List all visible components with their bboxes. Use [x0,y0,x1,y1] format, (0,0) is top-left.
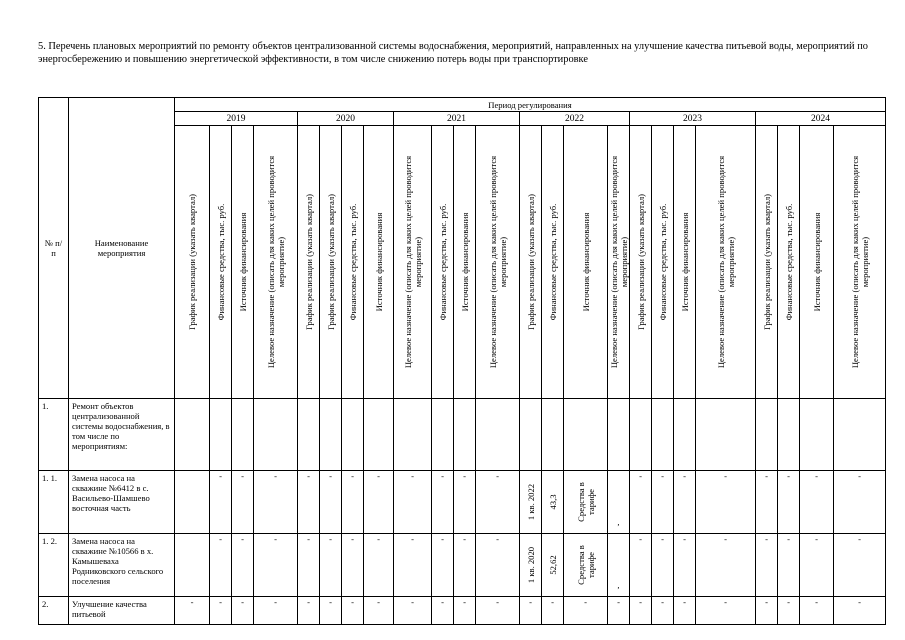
sub-header-label: График реализации (указать квартал) [187,193,197,331]
sub-header-label: Целевое назначение (описать для каких целей проводится мероприятие) [402,155,423,369]
sub-header-label: Источник финансирования [237,212,248,312]
sub-header-2020-1 [298,126,320,399]
row-name: Ремонт объектов централизованной системы водоснабжения, в том числе по мероприятиям: [69,399,175,471]
sub-header-2021-2 [432,126,454,399]
dash-cell: - [674,597,696,625]
dash-cell: - [364,471,394,534]
cell-value: 1 кв. 2020 [525,546,536,584]
empty-cell [608,399,630,471]
sub-header-2020-4 [364,126,394,399]
sub-header-2020-2 [320,126,342,399]
sub-header-2022-4 [608,126,630,399]
dash-cell: - [542,597,564,625]
year-header-2020: 2020 [298,112,394,126]
dash-cell: - [232,534,254,597]
cell-2022-schedule [520,534,542,597]
sub-header-label: Финансовые средства, тыс. руб. [347,203,358,321]
dash-cell: - [630,597,652,625]
dash-cell: - [564,597,608,625]
dash-cell: - [674,534,696,597]
document-heading: 5. Перечень плановых мероприятий по ремонту объектов централизованной системы водоснабжения, мероприятий, направленных на улучшение качества питьевой воды, мероприятий по энергосбережению и повышению энергетической эффективности, в том числе снижению потерь воды при транспортировке [38,41,868,66]
dash-cell: - [320,534,342,597]
empty-cell [175,399,210,471]
dash-cell: - [834,534,886,597]
dash-cell: - [320,471,342,534]
table-row [39,399,886,471]
cell-2022-purpose [608,471,630,534]
row-number: 1. 2. [39,534,69,597]
cell-value: , [617,580,620,590]
dash-cell: - [608,597,630,625]
table-row [39,534,886,597]
dash-cell: - [232,597,254,625]
dash-cell: - [394,597,432,625]
dash-cell: - [800,597,834,625]
dash-cell: - [454,471,476,534]
dash-cell: - [175,597,210,625]
measures-table [38,97,886,625]
year-header-2024: 2024 [756,112,886,126]
row-number: 2. [39,597,69,625]
dash-cell: - [254,534,298,597]
sub-header-label: Финансовые средства, тыс. руб. [437,203,448,321]
dash-cell: - [652,471,674,534]
dash-cell: - [232,471,254,534]
sub-header-2023-3 [674,126,696,399]
empty-cell [696,399,756,471]
dash-cell: - [756,534,778,597]
sub-header-label: Финансовые средства, тыс. руб. [657,203,668,321]
dash-cell: - [432,534,454,597]
cell-2022-funds [542,534,564,597]
dash-cell: - [454,597,476,625]
empty-cell [542,399,564,471]
dash-cell: - [210,534,232,597]
sub-header-2022-2 [542,126,564,399]
sub-header-label: Финансовые средства, тыс. руб. [215,203,226,321]
dash-cell: - [298,534,320,597]
empty-cell [564,399,608,471]
empty-cell [175,534,210,597]
dash-cell: - [652,534,674,597]
sub-header-label: График реализации (указать квартал) [525,193,536,331]
sub-header-label: Источник финансирования [811,212,822,312]
dash-cell: - [210,597,232,625]
dash-cell: - [800,471,834,534]
sub-header-label: Целевое назначение (описать для каких целей проводится мероприятие) [849,155,870,369]
dash-cell: - [630,534,652,597]
sub-header-label: Целевое назначение (описать для каких целей проводится мероприятие) [265,155,286,369]
dash-cell: - [342,534,364,597]
dash-cell: - [254,471,298,534]
cell-2022-source [564,534,608,597]
empty-cell [652,399,674,471]
dash-cell: - [342,597,364,625]
dash-cell: - [756,471,778,534]
empty-cell [320,399,342,471]
sub-header-2021-3 [454,126,476,399]
sub-header-label: График реализации (указать квартал) [325,193,336,331]
sub-header-2021-1 [394,126,432,399]
dash-cell: - [394,471,432,534]
sub-header-2024-3 [800,126,834,399]
empty-cell [298,399,320,471]
empty-cell [756,399,778,471]
row-number: 1. 1. [39,471,69,534]
year-header-2023: 2023 [630,112,756,126]
dash-cell: - [476,534,520,597]
dash-cell: - [778,597,800,625]
dash-cell: - [454,534,476,597]
sub-header-2019-2 [210,126,232,399]
sub-header-label: Целевое назначение (описать для каких целей проводится мероприятие) [487,155,508,369]
dash-cell: - [298,471,320,534]
dash-cell: - [476,597,520,625]
cell-value: 1 кв. 2022 [525,483,536,521]
year-header-2022: 2022 [520,112,630,126]
empty-cell [454,399,476,471]
dash-cell: - [298,597,320,625]
sub-header-2023-4 [696,126,756,399]
dash-cell: - [320,597,342,625]
dash-cell: - [432,597,454,625]
sub-header-label: Источник финансирования [373,212,384,312]
dash-cell: - [364,597,394,625]
table-row [39,471,886,534]
sub-header-label: Финансовые средства, тыс. руб. [547,203,558,321]
row-number: 1. [39,399,69,471]
cell-value: 52,62 [547,555,558,575]
empty-cell [232,399,254,471]
cell-value: , [617,517,620,527]
dash-cell: - [834,597,886,625]
period-header: Период регулирования [175,98,886,112]
empty-cell [476,399,520,471]
dash-cell: - [432,471,454,534]
cell-2022-purpose [608,534,630,597]
sub-header-2022-1 [520,126,542,399]
row-name: Улучшение качества питьевой [69,597,175,625]
sub-header-label: Источник финансирования [580,212,591,312]
dash-cell: - [364,534,394,597]
cell-value: Средства в тарифе [575,545,596,585]
dash-cell: - [476,471,520,534]
dash-cell: - [652,597,674,625]
empty-cell [210,399,232,471]
cell-2022-funds [542,471,564,534]
dash-cell: - [696,534,756,597]
sub-header-2019-4 [254,126,298,399]
row-name: Замена насоса на скважине №6412 в с. Васильево-Шамшево восточная часть [69,471,175,534]
empty-cell [520,399,542,471]
empty-cell [674,399,696,471]
cell-value: 43,3 [547,494,558,510]
dash-cell: - [342,471,364,534]
empty-cell [778,399,800,471]
empty-cell [630,399,652,471]
col-num-header: № п/ п [39,98,69,399]
sub-header-label: Источник финансирования [459,212,470,312]
cell-2022-schedule [520,471,542,534]
sub-header-2024-1 [756,126,778,399]
sub-header-2021-4 [476,126,520,399]
dash-cell: - [696,471,756,534]
sub-header-label: График реализации (указать квартал) [303,193,314,331]
sub-header-label: График реализации (указать квартал) [761,193,772,331]
col-name-header: Наименование мероприятия [69,98,175,399]
cell-value: Средства в тарифе [575,482,596,522]
sub-header-2023-2 [652,126,674,399]
dash-cell: - [630,471,652,534]
empty-cell [175,471,210,534]
dash-cell: - [778,471,800,534]
year-header-2019: 2019 [175,112,298,126]
sub-header-label: Целевое назначение (описать для каких целей проводится мероприятие) [608,155,629,369]
empty-cell [342,399,364,471]
sub-header-2019-1 [175,126,210,399]
sub-header-2020-3 [342,126,364,399]
sub-header-label: Целевое назначение (описать для каких целей проводится мероприятие) [715,155,736,369]
dash-cell: - [696,597,756,625]
dash-cell: - [674,471,696,534]
sub-header-label: Источник финансирования [679,212,690,312]
empty-cell [364,399,394,471]
sub-header-label: График реализации (указать квартал) [635,193,646,331]
year-header-2021: 2021 [394,112,520,126]
sub-header-2024-4 [834,126,886,399]
cell-2022-source [564,471,608,534]
sub-header-2024-2 [778,126,800,399]
empty-cell [432,399,454,471]
sub-header-2022-3 [564,126,608,399]
dash-cell: - [210,471,232,534]
empty-cell [254,399,298,471]
dash-cell: - [800,534,834,597]
empty-cell [834,399,886,471]
row-name: Замена насоса на скважине №10566 в х. Камышеваха Родниковского сельского поселения [69,534,175,597]
sub-header-2023-1 [630,126,652,399]
empty-cell [394,399,432,471]
sub-header-label: Финансовые средства, тыс. руб. [783,203,794,321]
dash-cell: - [778,534,800,597]
dash-cell: - [756,597,778,625]
dash-cell: - [394,534,432,597]
sub-header-2019-3 [232,126,254,399]
dash-cell: - [520,597,542,625]
table-row [39,597,886,625]
empty-cell [800,399,834,471]
dash-cell: - [254,597,298,625]
dash-cell: - [834,471,886,534]
